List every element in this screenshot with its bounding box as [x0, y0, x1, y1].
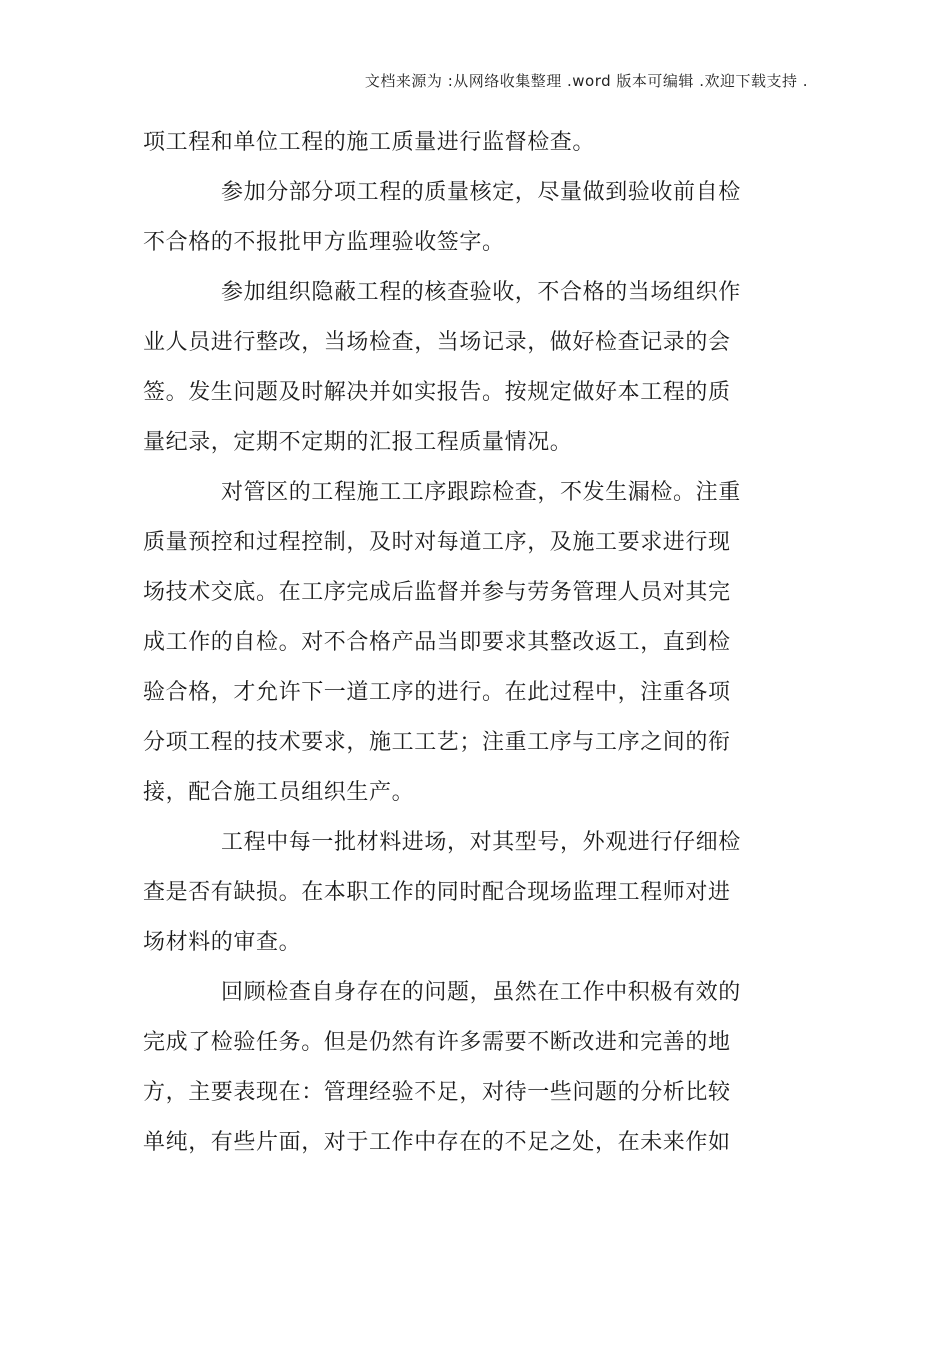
text-line: 单纯，有些片面，对于工作中存在的不足之处，在未来作如 [143, 1130, 731, 1155]
text-line: 接，配合施工员组织生产。 [143, 780, 415, 805]
text-line: 不合格的不报批甲方监理验收签字。 [143, 230, 505, 255]
text-line: 查是否有缺损。在本职工作的同时配合现场监理工程师对进 [143, 880, 731, 905]
document-body [143, 118, 753, 1168]
text-line: 质量预控和过程控制，及时对每道工序，及施工要求进行现 [143, 530, 731, 555]
text-line: 完成了检验任务。但是仍然有许多需要不断改进和完善的地 [143, 1030, 731, 1055]
text-line: 场技术交底。在工序完成后监督并参与劳务管理人员对其完 [143, 580, 731, 605]
text-line: 对管区的工程施工工序跟踪检查，不发生漏检。注重 [221, 480, 741, 505]
text-line: 业人员进行整改，当场检查，当场记录，做好检查记录的会 [143, 330, 731, 355]
text-line: 项工程和单位工程的施工质量进行监督检查。 [143, 130, 596, 155]
text-line: 量纪录，定期不定期的汇报工程质量情况。 [143, 430, 573, 455]
text-line: 回顾检查自身存在的问题，虽然在工作中积极有效的 [221, 980, 741, 1005]
text-line: 分项工程的技术要求，施工工艺；注重工序与工序之间的衔 [143, 730, 731, 755]
page-header: 文档来源为 :从网络收集整理 .word 版本可编辑 .欢迎下载支持 . [364, 72, 808, 90]
text-line: 验合格，才允许下一道工序的进行。在此过程中，注重各项 [143, 680, 731, 705]
text-line: 方，主要表现在：管理经验不足，对待一些问题的分析比较 [143, 1080, 731, 1105]
text-line: 成工作的自检。对不合格产品当即要求其整改返工，直到检 [143, 630, 731, 655]
text-line: 签。发生问题及时解决并如实报告。按规定做好本工程的质 [143, 380, 731, 405]
text-line: 参加分部分项工程的质量核定，尽量做到验收前自检 [221, 180, 741, 205]
text-line: 参加组织隐蔽工程的核查验收，不合格的当场组织作 [221, 280, 741, 305]
text-line: 场材料的审查。 [143, 930, 302, 955]
text-line: 工程中每一批材料进场，对其型号，外观进行仔细检 [221, 830, 741, 855]
